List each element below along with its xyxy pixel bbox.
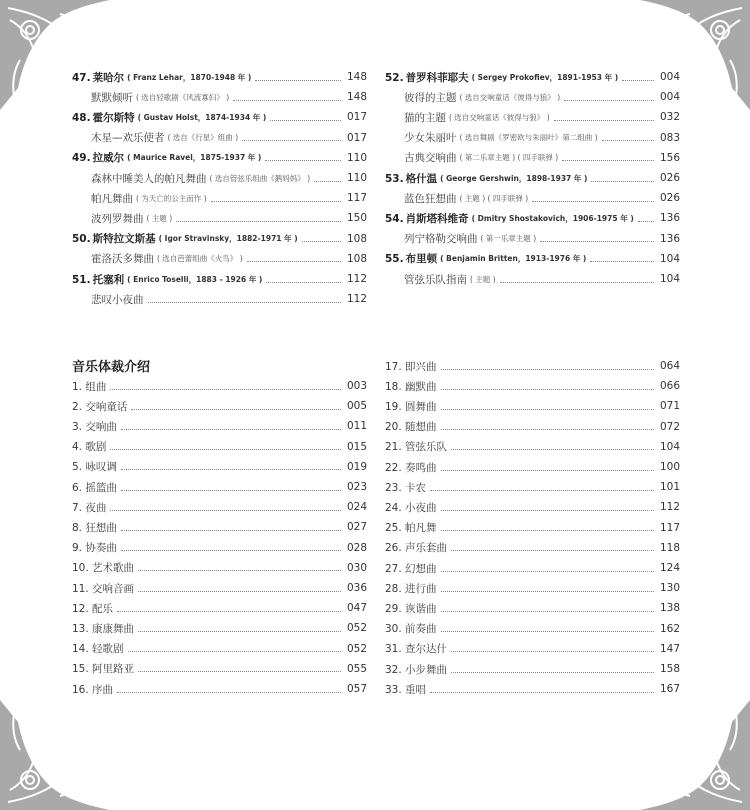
composer-name-text: 斯特拉文斯基 bbox=[92, 233, 156, 246]
page-number: 057 bbox=[346, 683, 367, 695]
dot-leader bbox=[314, 181, 341, 182]
entry-number: 49. bbox=[72, 152, 91, 165]
dot-leader bbox=[138, 631, 341, 632]
dot-leader bbox=[500, 282, 654, 283]
genre-label: 21. 管弦乐队 bbox=[385, 441, 448, 454]
genre-label: 10. 艺术歌曲 bbox=[72, 562, 135, 575]
dot-leader bbox=[441, 369, 654, 370]
genre-label: 19. 圆舞曲 bbox=[385, 400, 437, 413]
dot-leader bbox=[131, 409, 341, 410]
page-number: 055 bbox=[346, 662, 367, 675]
dot-leader bbox=[638, 221, 654, 222]
dot-leader bbox=[441, 389, 654, 390]
piece-note: ( 选自芭蕾组曲《火鸟》 ) bbox=[157, 254, 243, 264]
page-number: 147 bbox=[659, 642, 680, 655]
genre-label: 15. 阿里路亚 bbox=[72, 663, 135, 676]
piece-title: 霍洛沃多舞曲 bbox=[91, 253, 154, 266]
dot-leader bbox=[121, 469, 341, 470]
toc-entry-genre[interactable] bbox=[385, 518, 680, 538]
dot-leader bbox=[265, 160, 341, 161]
piece-title: 蓝色狂想曲 bbox=[404, 192, 457, 205]
toc-entry-genre[interactable] bbox=[385, 356, 680, 376]
page-number: 072 bbox=[659, 420, 680, 433]
dot-leader bbox=[121, 530, 341, 531]
page-number: 112 bbox=[659, 501, 680, 514]
page-number: 066 bbox=[659, 380, 680, 393]
page-number: 052 bbox=[346, 642, 367, 655]
genre-label: 25. 帕凡舞 bbox=[385, 522, 437, 535]
composer-name-text: 格什温 bbox=[405, 172, 438, 185]
dot-leader bbox=[554, 120, 654, 121]
genre-label: 20. 随想曲 bbox=[385, 421, 437, 434]
dot-leader bbox=[247, 261, 341, 262]
genre-label: 11. 交响音画 bbox=[72, 582, 135, 595]
composer-name bbox=[385, 70, 469, 85]
toc-entry-genre[interactable] bbox=[385, 457, 680, 477]
genre-label: 28. 进行曲 bbox=[385, 582, 437, 595]
page-number: 112 bbox=[346, 293, 367, 306]
genre-label: 4. 歌剧 bbox=[72, 441, 107, 454]
page-number: 017 bbox=[346, 131, 367, 144]
page-number: 017 bbox=[346, 111, 367, 124]
dot-leader bbox=[430, 692, 654, 693]
composer-name-text: 莱哈尔 bbox=[92, 71, 125, 84]
toc-entry-composer[interactable] bbox=[385, 208, 680, 228]
toc-entry-composer[interactable] bbox=[72, 269, 367, 289]
dot-leader bbox=[451, 651, 654, 652]
page-number: 071 bbox=[659, 400, 680, 413]
composer-name bbox=[385, 171, 437, 186]
dot-leader bbox=[110, 449, 341, 450]
piece-title: 猫的主题 bbox=[404, 111, 446, 124]
page-number: 148 bbox=[346, 91, 367, 104]
toc-entry-genre[interactable] bbox=[72, 558, 367, 578]
genre-label: 22. 奏鸣曲 bbox=[385, 461, 437, 474]
composer-lifespan: ( Dmitry Shostakovich，1906-1975 年 ) bbox=[471, 213, 634, 223]
page-number: 019 bbox=[346, 460, 367, 473]
genre-label: 30. 前奏曲 bbox=[385, 623, 437, 636]
genre-label: 7. 夜曲 bbox=[72, 501, 107, 514]
dot-leader bbox=[441, 631, 654, 632]
page-number: 130 bbox=[659, 582, 680, 595]
dot-leader bbox=[270, 120, 341, 121]
dot-leader bbox=[148, 302, 342, 303]
genre-label: 14. 轻歌剧 bbox=[72, 643, 124, 656]
toc-entry-genre[interactable] bbox=[72, 618, 367, 638]
page-number: 156 bbox=[659, 151, 680, 164]
toc-entry-composer[interactable] bbox=[72, 107, 367, 127]
page-number: 052 bbox=[346, 622, 367, 635]
dot-leader bbox=[211, 201, 341, 202]
corner-ornament-bottom-right bbox=[640, 700, 750, 810]
page-number: 101 bbox=[659, 481, 680, 494]
dot-leader bbox=[451, 449, 654, 450]
page-number: 118 bbox=[659, 541, 680, 554]
page-number: 138 bbox=[659, 602, 680, 615]
genre-label: 13. 康康舞曲 bbox=[72, 622, 135, 635]
composer-name bbox=[72, 70, 124, 85]
composer-lifespan: ( Franz Lehar，1870-1948 年 ) bbox=[127, 72, 252, 82]
dot-leader bbox=[441, 571, 654, 572]
composer-name bbox=[72, 272, 124, 287]
toc-entry-composer[interactable] bbox=[72, 67, 367, 87]
dot-leader bbox=[590, 261, 654, 262]
page-number: 083 bbox=[659, 131, 680, 144]
composer-lifespan: ( Enrico Toselli，1883 - 1926 年 ) bbox=[127, 274, 263, 284]
entry-number: 51. bbox=[72, 273, 91, 286]
page-number: 117 bbox=[659, 521, 680, 534]
composer-lifespan: ( George Gershwin，1898-1937 年 ) bbox=[440, 173, 588, 183]
composer-name bbox=[72, 110, 135, 125]
piece-title: 古典交响曲 bbox=[404, 152, 457, 165]
dot-leader bbox=[176, 221, 341, 222]
dot-leader bbox=[591, 181, 654, 182]
toc-entry-genre[interactable] bbox=[385, 598, 680, 618]
toc-entry-genre[interactable] bbox=[72, 497, 367, 517]
toc-entry-genre[interactable] bbox=[385, 437, 680, 457]
entry-number: 52. bbox=[385, 71, 404, 84]
toc-entry-genre[interactable] bbox=[385, 538, 680, 558]
piece-note: ( 主题 ) bbox=[470, 274, 496, 284]
entry-number: 53. bbox=[385, 172, 404, 185]
toc-entry-piece[interactable] bbox=[72, 168, 367, 188]
toc-entry-genre[interactable] bbox=[72, 538, 367, 558]
toc-entry-piece[interactable] bbox=[72, 188, 367, 208]
genre-label: 5. 咏叹调 bbox=[72, 461, 117, 474]
composer-name-text: 霍尔斯特 bbox=[92, 111, 135, 124]
composer-name-text: 肖斯塔科维奇 bbox=[405, 212, 469, 225]
piece-title: 悲叹小夜曲 bbox=[91, 293, 144, 306]
toc-entry-piece[interactable] bbox=[72, 208, 367, 228]
dot-leader bbox=[110, 510, 341, 511]
piece-note: ( 为夭亡的公主而作 ) bbox=[136, 193, 207, 203]
toc-entry-genre[interactable] bbox=[385, 578, 680, 598]
genre-label: 24. 小夜曲 bbox=[385, 501, 437, 514]
dot-leader bbox=[441, 530, 654, 531]
genre-section-title: 音乐体裁介绍 bbox=[72, 360, 151, 375]
composer-lifespan: ( Igor Stravinsky，1882-1971 年 ) bbox=[158, 234, 298, 244]
entry-number: 50. bbox=[72, 233, 91, 246]
page-number: 150 bbox=[346, 212, 367, 225]
toc-entry-genre[interactable] bbox=[72, 416, 367, 436]
dot-leader bbox=[242, 140, 341, 141]
page-number: 158 bbox=[659, 663, 680, 675]
toc-entry-genre[interactable] bbox=[385, 396, 680, 416]
dot-leader bbox=[138, 591, 341, 592]
genre-label: 23. 卡农 bbox=[385, 481, 427, 494]
piece-title: 少女朱丽叶 bbox=[404, 132, 457, 145]
dot-leader bbox=[564, 100, 654, 101]
page-number: 015 bbox=[346, 440, 367, 453]
dot-leader bbox=[441, 510, 654, 511]
page-number: 064 bbox=[659, 360, 680, 372]
toc-entry-genre[interactable] bbox=[72, 517, 367, 537]
piece-note: ( 主题 ) ( 四手联弹 ) bbox=[459, 193, 529, 203]
toc-entry-composer[interactable] bbox=[385, 67, 680, 87]
toc-entry-piece[interactable] bbox=[72, 128, 367, 148]
page-number: 036 bbox=[346, 582, 367, 594]
composer-name bbox=[72, 150, 124, 165]
entry-number: 47. bbox=[72, 71, 91, 84]
piece-note: ( 选自《行星》组曲 ) bbox=[167, 133, 239, 143]
dot-leader bbox=[110, 389, 341, 390]
page-number: 032 bbox=[659, 111, 680, 124]
entry-number: 55. bbox=[385, 253, 404, 266]
toc-entry-genre[interactable] bbox=[385, 619, 680, 639]
page-number: 004 bbox=[659, 91, 680, 104]
dot-leader bbox=[451, 672, 654, 673]
dot-leader bbox=[138, 570, 341, 571]
toc-entry-genre[interactable] bbox=[385, 417, 680, 437]
page-number: 027 bbox=[346, 521, 367, 534]
toc-entry-genre[interactable] bbox=[385, 558, 680, 578]
dot-leader bbox=[121, 490, 341, 491]
toc-entry-composer[interactable] bbox=[72, 148, 367, 168]
toc-entry-genre[interactable] bbox=[72, 477, 367, 497]
toc-entry-genre[interactable] bbox=[72, 396, 367, 416]
page-number: 112 bbox=[346, 273, 367, 285]
entry-number: 54. bbox=[385, 212, 404, 225]
composer-name bbox=[385, 251, 437, 266]
composer-name-text: 拉威尔 bbox=[92, 152, 125, 165]
dot-leader bbox=[441, 470, 654, 471]
genre-label: 33. 重唱 bbox=[385, 683, 427, 696]
dot-leader bbox=[562, 160, 654, 161]
toc-entry-genre[interactable] bbox=[385, 497, 680, 517]
dot-leader bbox=[532, 201, 654, 202]
toc-entry-genre[interactable] bbox=[72, 639, 367, 659]
composer-name-text: 普罗科菲耶夫 bbox=[405, 71, 469, 84]
dot-leader bbox=[441, 409, 654, 410]
page-number: 004 bbox=[659, 71, 680, 83]
genre-label: 29. 诙谐曲 bbox=[385, 602, 437, 615]
composer-lifespan: ( Maurice Ravel，1875-1937 年 ) bbox=[127, 153, 262, 163]
genre-label: 3. 交响曲 bbox=[72, 420, 117, 433]
dot-leader bbox=[441, 429, 654, 430]
page-number: 011 bbox=[346, 420, 367, 433]
composer-lifespan: ( Gustav Holst，1874-1934 年 ) bbox=[137, 112, 267, 122]
piece-note: ( 选自交响童话《彼得与狼》 ) bbox=[459, 92, 561, 102]
piece-title: 彼得的主题 bbox=[404, 91, 457, 104]
dot-leader bbox=[255, 80, 341, 81]
page-number: 026 bbox=[659, 172, 680, 184]
composer-name-text: 布里顿 bbox=[405, 253, 438, 266]
toc-entry-piece[interactable] bbox=[72, 87, 367, 107]
toc-entry-piece[interactable] bbox=[72, 289, 367, 309]
piece-note: ( 主题 ) bbox=[146, 213, 173, 223]
composer-lifespan: ( Benjamin Britten，1913-1976 年 ) bbox=[440, 254, 587, 264]
composer-name bbox=[385, 211, 469, 226]
toc-entry-genre[interactable] bbox=[385, 376, 680, 396]
page-number: 100 bbox=[659, 461, 680, 473]
dot-leader bbox=[540, 241, 654, 242]
page-number: 117 bbox=[346, 192, 367, 205]
corner-ornament-bottom-left bbox=[0, 700, 110, 810]
page-number: 023 bbox=[346, 481, 367, 493]
toc-entry-piece[interactable] bbox=[385, 107, 680, 127]
page-number: 162 bbox=[659, 622, 680, 635]
genre-label: 16. 序曲 bbox=[72, 683, 114, 696]
toc-entry-genre[interactable] bbox=[72, 578, 367, 598]
toc-entry-genre[interactable] bbox=[72, 598, 367, 618]
toc-entry-genre[interactable] bbox=[72, 457, 367, 477]
piece-note: ( 选自交响童话《彼得与狼》 ) bbox=[449, 112, 550, 122]
piece-note: ( 选自舞剧《罗密欧与朱丽叶》第二组曲 ) bbox=[459, 133, 598, 143]
toc-entry-genre[interactable] bbox=[72, 437, 367, 457]
genre-label: 6. 摇篮曲 bbox=[72, 481, 117, 494]
genre-label: 8. 狂想曲 bbox=[72, 521, 117, 534]
page-number: 108 bbox=[346, 232, 367, 245]
page-number: 104 bbox=[659, 252, 680, 265]
dot-leader bbox=[430, 490, 654, 491]
page-number: 167 bbox=[659, 683, 680, 696]
dot-leader bbox=[451, 550, 654, 551]
page-number: 108 bbox=[346, 252, 367, 265]
piece-note: ( 第一乐章主题 ) bbox=[480, 234, 537, 244]
page-number: 026 bbox=[659, 192, 680, 205]
toc-entry-piece[interactable] bbox=[72, 249, 367, 269]
toc-entry-piece[interactable] bbox=[385, 128, 680, 148]
toc-entry-genre[interactable] bbox=[72, 679, 367, 699]
toc-entry-composer[interactable] bbox=[72, 229, 367, 249]
toc-entry-composer[interactable] bbox=[385, 168, 680, 188]
composer-name-text: 托塞利 bbox=[92, 273, 125, 286]
dot-leader bbox=[121, 550, 341, 551]
genre-label: 12. 配乐 bbox=[72, 602, 114, 615]
genre-label: 27. 幻想曲 bbox=[385, 562, 437, 575]
page-number: 028 bbox=[346, 541, 367, 554]
genre-label: 18. 幽默曲 bbox=[385, 380, 437, 393]
genre-label: 31. 查尔达什 bbox=[385, 643, 448, 656]
page-number: 003 bbox=[346, 380, 367, 392]
piece-title: 帕凡舞曲 bbox=[91, 192, 133, 205]
composer-lifespan: ( Sergey Prokofiev，1891-1953 年 ) bbox=[471, 72, 619, 82]
genre-label: 2. 交响童话 bbox=[72, 400, 128, 413]
piece-title: 森林中睡美人的帕凡舞曲 bbox=[91, 172, 207, 185]
piece-title: 木星—欢乐使者 bbox=[91, 132, 165, 145]
dot-leader bbox=[441, 591, 654, 592]
toc-entry-piece[interactable] bbox=[385, 148, 680, 168]
page-number: 124 bbox=[659, 562, 680, 574]
page-number: 136 bbox=[659, 212, 680, 225]
toc-entry-piece[interactable] bbox=[385, 269, 680, 289]
toc-entry-genre[interactable] bbox=[385, 679, 680, 699]
toc-entry-genre[interactable] bbox=[385, 477, 680, 497]
piece-title: 列宁格勒交响曲 bbox=[404, 233, 478, 246]
piece-note: ( 第二乐章主题 ) ( 四手联弹 ) bbox=[459, 153, 559, 163]
genre-label: 1. 组曲 bbox=[72, 380, 107, 393]
dot-leader bbox=[233, 100, 341, 101]
page-number: 148 bbox=[346, 71, 367, 83]
toc-entry-genre[interactable] bbox=[385, 659, 680, 679]
page-number: 110 bbox=[346, 172, 367, 184]
composer-name bbox=[72, 231, 156, 246]
piece-title: 波列罗舞曲 bbox=[91, 212, 144, 225]
page-number: 030 bbox=[346, 561, 367, 574]
dot-leader bbox=[117, 611, 341, 612]
piece-note: ( 选自轻歌剧《风流寡妇》 ) bbox=[136, 92, 230, 102]
dot-leader bbox=[302, 241, 341, 242]
toc-entry-genre[interactable] bbox=[72, 376, 367, 396]
page-number: 136 bbox=[659, 232, 680, 245]
genre-label: 26. 声乐套曲 bbox=[385, 542, 448, 555]
page-number: 047 bbox=[346, 602, 367, 615]
dot-leader bbox=[128, 651, 341, 652]
genre-label: 32. 小步舞曲 bbox=[385, 663, 448, 676]
toc-entry-piece[interactable] bbox=[385, 87, 680, 107]
toc-entry-genre[interactable] bbox=[72, 659, 367, 679]
page-number: 104 bbox=[659, 273, 680, 285]
piece-note: ( 选自管弦乐组曲《鹅妈妈》 ) bbox=[209, 173, 311, 183]
dot-leader bbox=[622, 80, 654, 81]
page-number: 110 bbox=[346, 151, 367, 164]
dot-leader bbox=[441, 611, 654, 612]
toc-entry-piece[interactable] bbox=[385, 188, 680, 208]
page-number: 024 bbox=[346, 501, 367, 514]
entry-number: 48. bbox=[72, 111, 91, 124]
dot-leader bbox=[138, 671, 341, 672]
toc-entry-genre[interactable] bbox=[385, 639, 680, 659]
genre-label: 17. 即兴曲 bbox=[385, 360, 437, 373]
dot-leader bbox=[121, 429, 341, 430]
piece-title: 管弦乐队指南 bbox=[404, 273, 467, 286]
genre-label: 9. 协奏曲 bbox=[72, 542, 117, 555]
dot-leader bbox=[266, 282, 341, 283]
page-number: 005 bbox=[346, 400, 367, 413]
toc-entry-piece[interactable] bbox=[385, 229, 680, 249]
page-number: 104 bbox=[659, 440, 680, 453]
piece-title: 默默倾听 bbox=[91, 91, 133, 104]
dot-leader bbox=[117, 692, 341, 693]
dot-leader bbox=[602, 140, 654, 141]
toc-entry-composer[interactable] bbox=[385, 249, 680, 269]
